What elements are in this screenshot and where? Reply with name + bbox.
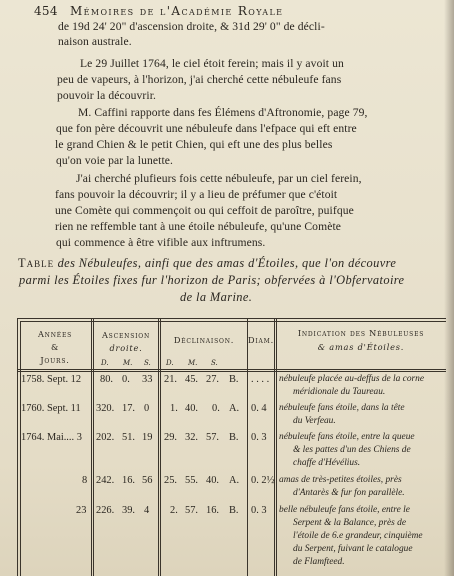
- header-years-amp: &: [50, 342, 60, 352]
- ra-minutes: 17.: [122, 403, 135, 414]
- table-caption-line: [18, 256, 396, 271]
- dec-seconds: 16.: [206, 505, 219, 516]
- ra-degrees: 320.: [96, 403, 115, 414]
- row-year: 8: [82, 475, 88, 486]
- dec-minutes: 45.: [185, 374, 198, 385]
- row-note: nébuleufe placée au-deffus de la corne: [279, 374, 425, 384]
- row-note: du Serpent, fuivant le catalogue: [293, 544, 413, 554]
- body-line: pouvoir la découvrir.: [57, 89, 157, 102]
- ra-minutes: 16.: [122, 475, 135, 486]
- row-note: nébuleufe fans étoile, dans la tête: [279, 403, 405, 413]
- dec-minutes: 55.: [185, 475, 198, 486]
- dec-seconds: 0.: [212, 403, 220, 414]
- body-line: M. Caffini rapporte dans fes Élémens d'Aftronomie, page 79,: [78, 106, 368, 119]
- nebulae-table: [17, 318, 446, 576]
- body-line: qui commence à être vifible aux inftrumens.: [56, 236, 266, 249]
- row-year: 23: [76, 505, 87, 516]
- unit-label: S.: [211, 359, 218, 367]
- row-note: l'étoile de 6.e grandeur, cinquième: [293, 531, 423, 541]
- row-note: belle nébuleufe fans étoile, entre le: [279, 505, 410, 515]
- header-years-days: Jours.: [40, 355, 70, 365]
- dec-seconds: 27.: [206, 374, 219, 385]
- ra-degrees: 226.: [96, 505, 115, 516]
- body-line: de 19d 24' 20" d'ascension droite, & 31d 29' 0" de décli-: [58, 20, 325, 33]
- ra-seconds: 33: [142, 374, 153, 385]
- header-declination: Déclinaison.: [173, 335, 235, 345]
- header-ascension-sub: droite.: [109, 343, 143, 353]
- dec-minutes: 32.: [185, 432, 198, 443]
- dec-direction: B.: [229, 374, 239, 385]
- page-number: 454: [34, 4, 58, 18]
- ra-degrees: 80.: [100, 374, 113, 385]
- body-line: naison australe.: [58, 35, 132, 48]
- dec-seconds: 57.: [206, 432, 219, 443]
- row-note: nébuleufe fans étoile, entre la queue: [279, 432, 415, 442]
- dec-minutes: 40.: [185, 403, 198, 414]
- page-header: [34, 4, 283, 18]
- body-line: fans pouvoir la découvrir; il y a lieu de préfumer que c'étoit: [55, 188, 338, 201]
- ra-degrees: 202.: [96, 432, 115, 443]
- body-line: J'ai cherché plufieurs fois cette nébuleufe, par un ciel ferein,: [76, 172, 362, 185]
- ra-minutes: 39.: [122, 505, 135, 516]
- row-note: & les pattes d'un des Chiens de: [293, 445, 411, 455]
- header-diam: Diam.: [247, 335, 274, 345]
- unit-label: S.: [144, 359, 151, 367]
- unit-label: D.: [166, 359, 174, 367]
- ra-minutes: 51.: [122, 432, 135, 443]
- table-caption-line: de la Marine.: [180, 290, 253, 304]
- dec-degrees: 25.: [164, 475, 177, 486]
- header-indication-sub: & amas d'Étoiles.: [317, 342, 405, 352]
- row-year: 1760. Sept. 11: [21, 403, 81, 414]
- unit-label: M.: [123, 359, 133, 367]
- diameter: 0. 3: [251, 432, 267, 443]
- row-note: chaffe d'Hévélius.: [293, 458, 361, 468]
- dec-direction: A.: [229, 475, 240, 486]
- dec-degrees: 2.: [170, 505, 178, 516]
- dec-direction: B.: [229, 432, 239, 443]
- ra-degrees: 242.: [96, 475, 115, 486]
- body-line: le grand Chien & le petit Chien, qui eft une des plus belles: [55, 138, 333, 151]
- header-years: Années: [37, 329, 73, 339]
- row-note: Serpent & la Balance, près de: [293, 518, 406, 528]
- dec-degrees: 29.: [164, 432, 177, 443]
- body-line: que fon père découvrit une nébuleufe dans l'efpace qui eft entre: [56, 122, 357, 135]
- dec-seconds: 40.: [206, 475, 219, 486]
- ra-minutes: 0.: [122, 374, 130, 385]
- dec-degrees: 1.: [170, 403, 178, 414]
- dec-direction: A.: [229, 403, 240, 414]
- caption-text: des Nébuleufes, ainfi que des amas d'Étoiles, que l'on découvre: [54, 256, 397, 270]
- body-line: peu de vapeurs, à l'horizon, j'ai cherché cette nébuleufe fans: [57, 73, 342, 86]
- row-note: de Flamfteed.: [293, 557, 345, 567]
- ra-seconds: 4: [144, 505, 150, 516]
- dec-direction: B.: [229, 505, 239, 516]
- body-line: une Comète qui commençoit ou qui ceffoit de paroître, puifque: [55, 204, 354, 217]
- dec-degrees: 21.: [164, 374, 177, 385]
- header-indication: Indication des Nébuleuses: [297, 328, 425, 338]
- caption-lead: Table: [18, 256, 55, 270]
- row-note: d'Antarès & fur fon parallèle.: [293, 488, 405, 498]
- row-year: 1764. Mai.... 3: [21, 432, 82, 443]
- row-note: du Verfeau.: [293, 416, 336, 426]
- row-note: amas de très-petites étoiles, près: [279, 475, 402, 485]
- ra-seconds: 19: [142, 432, 153, 443]
- diameter: 0. 3: [251, 505, 267, 516]
- diameter: 0. 4: [251, 403, 267, 414]
- unit-label: D.: [101, 359, 109, 367]
- unit-label: M.: [188, 359, 198, 367]
- header-ascension: Ascension: [101, 330, 151, 340]
- row-year: 1758. Sept. 12: [21, 374, 82, 385]
- ra-seconds: 0: [144, 403, 150, 414]
- row-note: méridionale du Taureau.: [293, 387, 386, 397]
- ra-seconds: 56: [142, 475, 153, 486]
- body-line: Le 29 Juillet 1764, le ciel étoit ferein; mais il y avoit un: [80, 57, 344, 70]
- dec-minutes: 57.: [185, 505, 198, 516]
- diameter: 0. 2½: [251, 475, 275, 486]
- running-title: Mémoires de l'Académie Royale: [69, 4, 284, 18]
- diameter: . . . .: [251, 374, 270, 385]
- body-line: qu'on voie par la lunette.: [56, 154, 174, 167]
- body-line: rien ne reffemble tant à une étoile nébuleufe, qu'une Comète: [55, 220, 342, 233]
- table-caption-line: parmi les Étoiles fixes fur l'horizon de Paris; obfervées à l'Obfervatoire: [19, 273, 405, 287]
